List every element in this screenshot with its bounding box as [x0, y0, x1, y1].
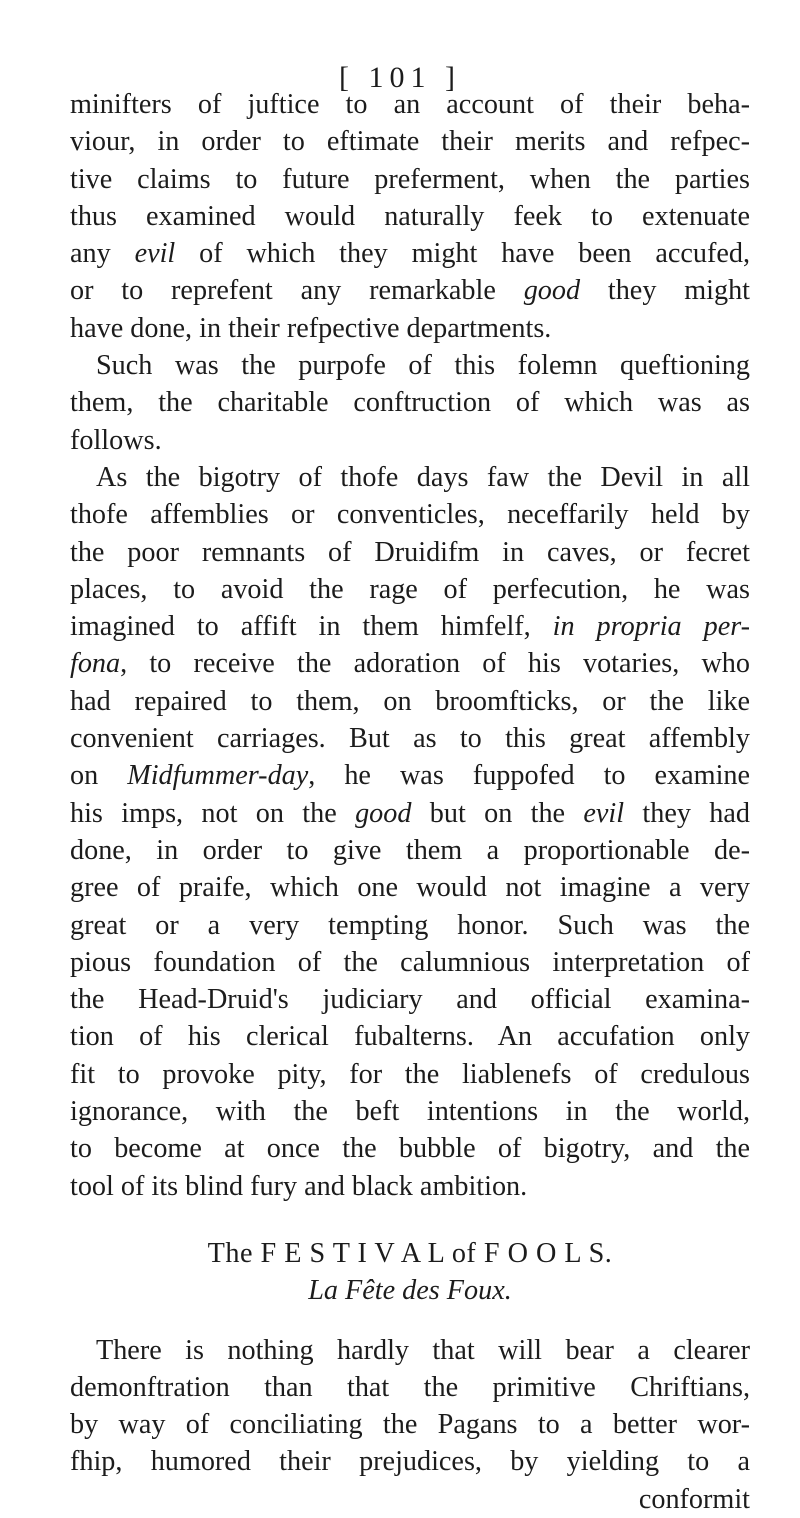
- body-line: gree of praife, which one would not imagine a very: [70, 872, 750, 904]
- italic-word: good: [523, 275, 581, 307]
- body-line: viour, in order to eftimate their merits and refpec-: [70, 126, 750, 158]
- page-body: [70, 86, 750, 1518]
- section-heading: The F E S T I V A L of F O O L S.: [207, 1237, 613, 1269]
- body-line: have done, in their refpective departments.: [70, 312, 552, 344]
- section-subheading: La Fête des Foux.: [308, 1275, 512, 1307]
- body-line: on Midfummer-day, he was fuppofed to examine: [70, 760, 750, 792]
- italic-word: fona: [70, 648, 121, 680]
- body-line: fhip, humored their prejudices, by yielding to a: [70, 1446, 750, 1478]
- body-line: them, the charitable conftruction of which was as: [70, 387, 750, 419]
- body-line: his imps, not on the good but on the evil they had: [70, 797, 750, 829]
- body-line: places, to avoid the rage of perfecution, he was: [70, 573, 750, 605]
- body-line: any evil of which they might have been accufed,: [70, 238, 750, 270]
- body-line: to become at once the bubble of bigotry, and the: [70, 1133, 750, 1165]
- body-line: There is nothing hardly that will bear a clearer: [96, 1334, 750, 1366]
- body-line: ignorance, with the beft intentions in the world,: [70, 1096, 750, 1128]
- body-line: the poor remnants of Druidifm in caves, or fecret: [70, 536, 750, 568]
- body-line: fit to provoke pity, for the liablenefs of credulous: [70, 1058, 750, 1090]
- italic-word: good: [355, 797, 412, 829]
- body-line: the Head-Druid's judiciary and official examina-: [70, 984, 750, 1016]
- body-line: great or a very tempting honor. Such was the: [70, 909, 750, 941]
- body-line: by way of conciliating the Pagans to a better wor-: [70, 1409, 750, 1441]
- italic-word: evil: [583, 797, 625, 829]
- body-line: thofe affemblies or conventicles, neceffarily held by: [70, 499, 750, 531]
- body-line: convenient carriages. But as to this great affembly: [70, 723, 750, 755]
- body-line: minifters of juftice to an account of their beha-: [70, 89, 750, 120]
- italic-word: evil: [134, 238, 176, 270]
- catchword: conformit: [638, 1483, 750, 1515]
- body-line: tive claims to future preferment, when the parties: [70, 163, 750, 195]
- body-line: thus examined would naturally feek to extenuate: [70, 200, 750, 232]
- body-line: As the bigotry of thofe days faw the Devil in all: [96, 461, 750, 493]
- body-line: tion of his clerical fubalterns. An accufation only: [70, 1021, 750, 1053]
- body-line: pious foundation of the calumnious interpretation of: [70, 946, 750, 978]
- body-line: Such was the purpofe of this folemn queftioning: [96, 350, 750, 382]
- body-line: imagined to affift in them himfelf, in propria per-: [70, 611, 750, 643]
- body-line: done, in order to give them a proportionable de-: [70, 834, 750, 866]
- body-line: tool of its blind fury and black ambition.: [70, 1170, 528, 1202]
- body-line: had repaired to them, on broomfticks, or the like: [70, 685, 750, 717]
- italic-word: in propria per-: [552, 611, 750, 643]
- body-line: demonftration than that the primitive Chriftians,: [70, 1371, 750, 1403]
- page-number-header: [ 101 ]: [339, 61, 461, 94]
- italic-word: Midfummer-day: [127, 760, 309, 792]
- body-line: or to reprefent any remarkable good they might: [70, 275, 751, 307]
- body-line: fona, to receive the adoration of his votaries, who: [70, 648, 750, 680]
- body-line: follows.: [70, 424, 162, 456]
